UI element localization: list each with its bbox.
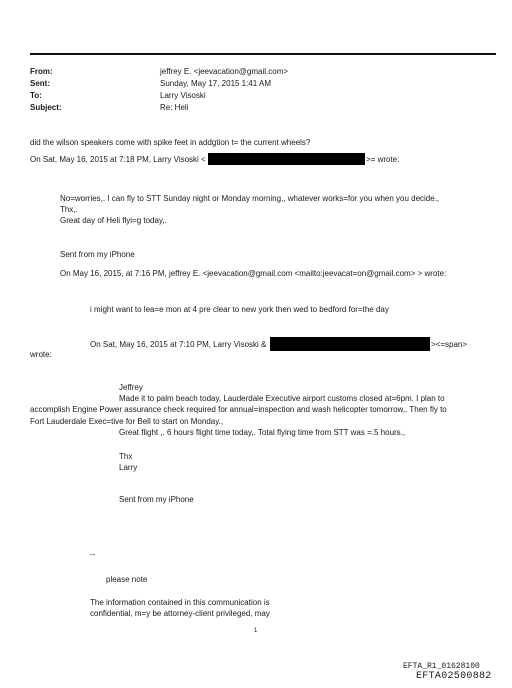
redaction-box [270,337,430,351]
sent-from-iphone-2: Sent from my iPhone [119,495,194,504]
to-label: To: [30,91,42,100]
subject-label: Subject: [30,103,62,112]
redaction-box [208,153,365,165]
bates-id-small: EFTA_R1_01628100 [403,662,480,671]
sent-label: Sent: [30,79,50,88]
body-line-1: did the wilson speakers come with spike feet in addgtion t= the current wheels? [30,138,311,147]
please-note: please note [106,575,148,584]
paragraph-1-line-1: Made it to palm beach today, Lauderdale Executive airport customs closed at=6pm. I plan to [119,394,445,403]
to-value: Larry Visoski [160,91,206,100]
quote-1-suffix: >= wrote: [366,155,400,164]
signature: Larry [119,463,138,472]
quote-3-prefix: On Sat, May 16, 2015 at 7:10 PM, Larry Visoski & [90,340,267,349]
separator-dashes: -- [90,550,96,559]
paragraph-1-line-2: accomplish Engine Power assurance check required for annual=inspection and wash helicopter tomorrow,. Then fly to [30,405,447,414]
wrote-label: wrote: [30,350,52,359]
quote-2: On May 16, 2015, at 7:16 PM, jeffrey E. <jeevacation@gmail.com <mailto:jeevacat=on@gmail.com> > wrote: [60,269,447,278]
reply-2: i might want to lea=e mon at 4 pre clear to new york then wed to bedford for=the day [90,305,389,314]
reply-1-line-3: Great day of Heli flyi=g today,. [60,216,167,225]
quote-3-suffix: ><=span> [431,340,468,349]
sent-value: Sunday, May 17, 2015 1:41 AM [160,79,272,88]
header-rule [30,53,496,55]
from-label: From: [30,67,53,76]
greeting: Jeffrey [119,383,143,392]
paragraph-1-line-3: Fort Lauderdale Exec=tive for Bell to start on Monday., [30,417,224,426]
page-number: 1 [254,628,258,634]
thanks: Thx [119,452,133,461]
sent-from-iphone-1: Sent from my iPhone [60,250,135,259]
reply-1-line-1: No=worries,. I can fly to STT Sunday night or Monday morning,, whatever works=for you when you decide., [60,194,440,203]
paragraph-2: Great flight ,. 6 hours flight time today,. Total flying time from STT was =.5 hours., [119,428,406,437]
reply-1-line-2: Thx,. [60,205,78,214]
disclaimer-line-2: confidential, m=y be attorney-client privileged, may [90,609,270,618]
bates-id-large: EFTA02500882 [416,671,492,682]
subject-value: Re: Heli [160,103,189,112]
from-value: jeffrey E. <jeevacation@gmail.com> [160,67,289,76]
quote-1-prefix: On Sat, May 16, 2015 at 7:18 PM, Larry Visoski < [30,155,206,164]
disclaimer-line-1: The information contained in this communication is [90,598,270,607]
